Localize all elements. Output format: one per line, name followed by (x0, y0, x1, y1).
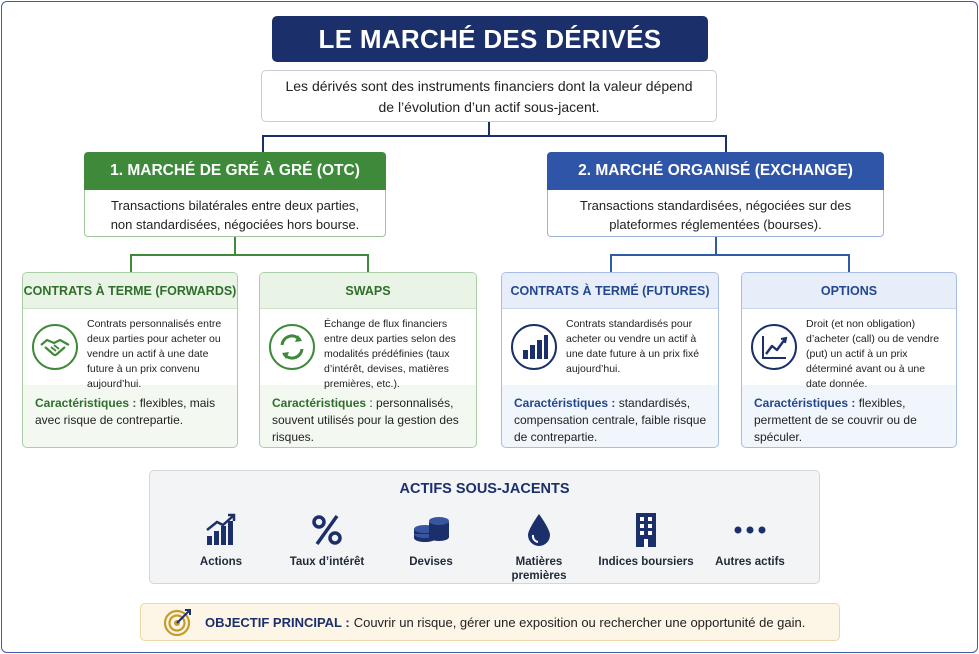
exchange-desc-line-2: plateformes réglementées (bourses). (609, 217, 822, 232)
card-futures-body (502, 309, 718, 385)
card-options-body (742, 309, 956, 390)
card-options-text: Droit (et non obligation) d’acheter (call) ou de vendre (put) un actif à un prix déterminé avant ou à une date donnée. (806, 318, 940, 390)
percent-icon (277, 511, 377, 549)
asset-stock-indices-label: Indices boursiers (598, 556, 694, 568)
asset-interest-rates (277, 511, 377, 569)
underlying-assets-heading: ACTIFS SOUS-JACENTS (399, 481, 570, 497)
handshake-icon (31, 323, 81, 373)
card-forwards-body (23, 309, 237, 390)
card-options-char-text: flexibles, permettent de se couvrir ou de spéculer. (754, 396, 917, 444)
otc-connector-right (367, 254, 369, 272)
intro-line-2: de l’évolution d’un actif sous-jacent. (378, 99, 600, 115)
card-futures-title: CONTRATS À TERMÉ (FUTURES) (502, 273, 718, 309)
coins-icon (381, 511, 481, 549)
asset-other (700, 511, 800, 569)
card-forwards-text: Contrats personnalisés entre deux parties pour acheter ou vendre un actif à une date future à un prix convenu aujourd’hui. (87, 318, 222, 390)
otc-connector-left (130, 254, 132, 272)
exchange-connector-down (715, 237, 717, 255)
card-forwards (22, 272, 238, 448)
bar-chart-icon (510, 323, 560, 373)
asset-currencies (381, 511, 481, 569)
main-objective (140, 603, 840, 641)
card-forwards-char-text: flexibles, mais avec risque de contrepartie. (35, 396, 216, 427)
card-swaps-title: SWAPS (260, 273, 476, 309)
card-options (741, 272, 957, 448)
card-swaps-text: Échange de flux financiers entre deux parties selon des modalités prédéfinies (taux d’intérêt, devises, matières premières, etc.). (324, 318, 456, 390)
card-futures-characteristics (502, 385, 718, 446)
otc-heading: 1. MARCHÉ DE GRÉ À GRÉ (OTC) (84, 152, 386, 190)
card-futures-char-text: standardisés, compensation centrale, faible risque de contrepartie. (514, 396, 707, 444)
line-chart-icon (750, 323, 800, 373)
exchange-heading: 2. MARCHÉ ORGANISÉ (EXCHANGE) (547, 152, 884, 190)
otc-description (84, 190, 386, 237)
card-futures (501, 272, 719, 448)
page-title: LE MARCHÉ DES DÉRIVÉS (272, 16, 708, 62)
exchange-connector-right (848, 254, 850, 272)
card-swaps-characteristics (260, 385, 476, 446)
card-forwards-char-label: Caractéristiques : (35, 396, 137, 410)
card-options-title: OPTIONS (742, 273, 956, 309)
exchange-desc-line-1: Transactions standardisées, négociées sur des (579, 198, 852, 213)
connector-horizontal (262, 135, 727, 137)
drop-icon (489, 511, 589, 549)
more-dots-icon (700, 511, 800, 549)
otc-desc-line-1: Transactions bilatérales entre deux parties, (110, 198, 360, 213)
asset-commodities (489, 511, 589, 583)
card-options-char-label: Caractéristiques : (754, 396, 856, 410)
asset-actions (171, 511, 271, 569)
card-swaps-body (260, 309, 476, 390)
exchange-description (547, 190, 884, 237)
connector-intro-down (488, 122, 490, 136)
card-futures-text: Contrats standardisés pour acheter ou vendre un actif à une date future à un prix fixé aujourd’hui. (566, 318, 700, 375)
main-objective-text: Couvrir un risque, gérer une exposition ou rechercher une opportunité de gain. (353, 614, 806, 630)
asset-actions-label: Actions (199, 556, 243, 568)
connector-right-down (725, 135, 727, 153)
card-futures-char-label: Caractéristiques : (514, 396, 616, 410)
target-icon (163, 607, 193, 637)
otc-desc-line-2: non standardisées, négociées hors bourse. (110, 217, 360, 232)
building-icon (596, 511, 696, 549)
rising-bars-icon (171, 511, 271, 549)
asset-commodities-label: Matières premières (511, 556, 567, 582)
intro-line-1: Les dérivés sont des instruments financiers dont la valeur dépend (285, 78, 693, 94)
card-swaps-char-text: : personnalisés, souvent utilisés pour la gestion des risques. (272, 396, 459, 444)
asset-stock-indices (596, 511, 696, 569)
asset-other-label: Autres actifs (715, 556, 785, 568)
card-swaps (259, 272, 477, 448)
asset-currencies-label: Devises (409, 556, 453, 568)
card-forwards-title: CONTRATS À TERME (FORWARDS) (23, 273, 237, 309)
intro-box (261, 70, 717, 122)
main-objective-label: OBJECTIF PRINCIPAL : (205, 614, 350, 630)
asset-interest-rates-label: Taux d’intérêt (289, 556, 365, 568)
otc-connector-down (234, 237, 236, 255)
exchange-connector-horizontal (610, 254, 850, 256)
connector-left-down (262, 135, 264, 153)
exchange-arrows-icon (268, 323, 318, 373)
underlying-assets-panel (149, 470, 820, 584)
exchange-connector-left (610, 254, 612, 272)
card-options-characteristics (742, 385, 956, 446)
otc-connector-horizontal (130, 254, 369, 256)
card-swaps-char-label: Caractéristiques (272, 396, 367, 410)
